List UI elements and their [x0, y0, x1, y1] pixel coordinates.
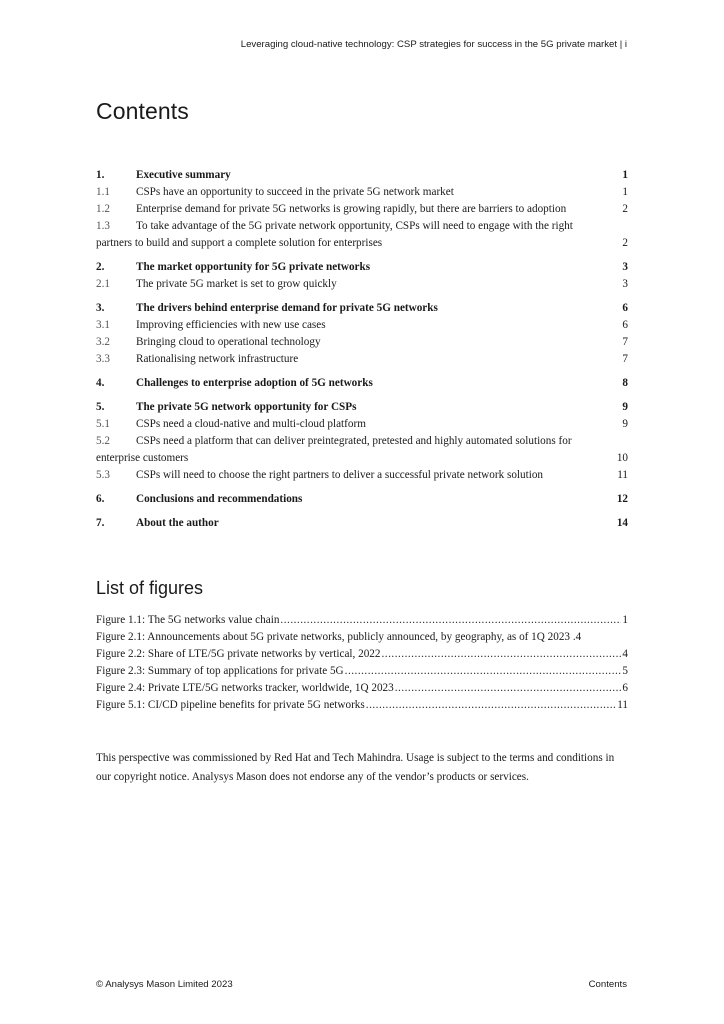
dot-leader: [280, 612, 621, 629]
figure-title: Figure 2.1: Announcements about 5G private networks, publicly announced, by geography, as of 1Q 2023 .: [96, 631, 576, 643]
toc-page: 6: [622, 302, 628, 314]
toc-entry-1-1[interactable]: [96, 184, 628, 201]
figure-entry-5-1[interactable]: [96, 697, 628, 714]
toc-title: Conclusions and recommendations: [136, 493, 303, 505]
toc-entry-7[interactable]: [96, 515, 628, 532]
page-title: Contents: [96, 98, 189, 124]
toc-number: 5.: [96, 401, 105, 413]
figure-page: 6: [622, 682, 628, 694]
footer-section: Contents: [588, 979, 627, 990]
toc-title: CSPs will need to choose the right partners to deliver a successful private network solution: [136, 469, 544, 481]
toc-title: Rationalising network infrastructure: [136, 353, 299, 365]
toc-title: Bringing cloud to operational technology: [136, 336, 321, 348]
toc-title: CSPs have an opportunity to succeed in the private 5G network market: [136, 186, 454, 198]
toc-number: 5.2: [96, 435, 110, 447]
toc-entry-6[interactable]: [96, 491, 628, 508]
toc-title: To take advantage of the 5G private network opportunity, CSPs will need to engage with the right: [136, 220, 573, 232]
toc-title: The drivers behind enterprise demand for private 5G networks: [136, 302, 438, 314]
figure-entry-1-1[interactable]: [96, 612, 628, 629]
toc-entry-3-3[interactable]: [96, 351, 628, 368]
figure-title: Figure 2.2: Share of LTE/5G private networks by vertical, 2022: [96, 648, 381, 660]
toc-title: CSPs need a cloud-native and multi-cloud platform: [136, 418, 366, 430]
figure-entry-2-1[interactable]: [96, 629, 628, 646]
toc-entry-1-2[interactable]: [96, 201, 628, 218]
dot-leader: [366, 697, 616, 714]
figure-title: Figure 1.1: The 5G networks value chain: [96, 614, 280, 626]
toc-title: The market opportunity for 5G private networks: [136, 261, 371, 273]
toc-entry-5-2[interactable]: [96, 433, 628, 467]
toc-page: 7: [622, 353, 628, 365]
toc-title: Challenges to enterprise adoption of 5G networks: [136, 377, 373, 389]
toc-entry-5-1[interactable]: [96, 416, 628, 433]
figure-title: Figure 2.3: Summary of top applications for private 5G: [96, 665, 344, 677]
toc-entry-2[interactable]: [96, 259, 628, 276]
toc-number: 1.2: [96, 203, 110, 215]
toc-number: 3.1: [96, 319, 110, 331]
toc-title: Improving efficiencies with new use cases: [136, 319, 326, 331]
dot-leader: [382, 646, 622, 663]
toc-number: 1.1: [96, 186, 110, 198]
figure-page: 4: [622, 648, 628, 660]
toc-entry-5-3[interactable]: [96, 467, 628, 484]
toc-page: 6: [622, 319, 628, 331]
toc-entry-3-1[interactable]: [96, 317, 628, 334]
toc-page: 3: [622, 278, 628, 290]
toc-entry-1[interactable]: [96, 167, 628, 184]
toc-entry-1-3[interactable]: [96, 218, 628, 252]
toc-title: The private 5G network opportunity for CSPs: [136, 401, 357, 413]
figure-entry-2-4[interactable]: [96, 680, 628, 697]
toc-page: 11: [617, 469, 628, 481]
toc-page: 2: [622, 237, 628, 249]
toc-number: 2.1: [96, 278, 110, 290]
toc-title: CSPs need a platform that can deliver preintegrated, pretested and highly automated solutions for: [136, 435, 572, 447]
toc-page: 9: [622, 418, 628, 430]
toc-title: Enterprise demand for private 5G networks is growing rapidly, but there are barriers to adoption: [136, 203, 567, 215]
list-of-figures-heading: List of figures: [96, 578, 204, 598]
toc-entry-2-1[interactable]: [96, 276, 628, 293]
dot-leader: [395, 680, 622, 697]
list-of-figures: [96, 612, 628, 714]
commission-note: This perspective was commissioned by Red Hat and Tech Mahindra. Usage is subject to the terms and conditions in our copyright notice. Analysys Mason does not endorse any of the vendor’s products or services.: [96, 752, 615, 783]
figure-title: Figure 2.4: Private LTE/5G networks tracker, worldwide, 1Q 2023: [96, 682, 394, 694]
figure-entry-2-2[interactable]: [96, 646, 628, 663]
toc-number: 5.1: [96, 418, 110, 430]
toc-number: 6.: [96, 493, 105, 505]
toc-number: 1.3: [96, 220, 110, 232]
toc-entry-3-2[interactable]: [96, 334, 628, 351]
toc-title: Executive summary: [136, 169, 231, 181]
figure-title: Figure 5.1: CI/CD pipeline benefits for private 5G networks: [96, 699, 365, 711]
figure-page: 5: [622, 665, 628, 677]
toc-page: 3: [622, 261, 628, 273]
toc-entry-3[interactable]: [96, 300, 628, 317]
toc-page: 9: [622, 401, 628, 413]
toc-title: The private 5G market is set to grow quickly: [136, 278, 337, 290]
toc-entry-4[interactable]: [96, 375, 628, 392]
toc-number: 3.2: [96, 336, 110, 348]
toc-number: 3.3: [96, 353, 110, 365]
toc-number: 5.3: [96, 469, 110, 481]
running-header: Leveraging cloud-native technology: CSP strategies for success in the 5G private market | i: [240, 39, 627, 50]
toc-number: 4.: [96, 377, 105, 389]
footer-copyright: © Analysys Mason Limited 2023: [96, 979, 233, 990]
toc-entry-5[interactable]: [96, 399, 628, 416]
dot-leader: [345, 663, 622, 680]
toc-number: 3.: [96, 302, 105, 314]
figure-page: 1: [622, 614, 628, 626]
toc-number: 7.: [96, 517, 105, 529]
figure-page: 11: [617, 699, 628, 711]
figure-entry-2-3[interactable]: [96, 663, 628, 680]
toc-page: 10: [616, 452, 628, 464]
toc-page: 7: [622, 336, 628, 348]
toc-page: 1: [622, 169, 628, 181]
toc-title: About the author: [136, 517, 219, 529]
toc-title-continued: partners to build and support a complete solution for enterprises: [96, 237, 383, 249]
toc-title-continued: enterprise customers: [96, 452, 189, 464]
toc-number: 2.: [96, 261, 105, 273]
toc-page: 1: [622, 186, 628, 198]
toc-page: 2: [622, 203, 628, 215]
table-of-contents: [96, 167, 628, 532]
toc-page: 14: [616, 517, 628, 529]
toc-number: 1.: [96, 169, 105, 181]
figure-page: 4: [575, 631, 582, 643]
toc-page: 8: [622, 377, 628, 389]
toc-page: 12: [616, 493, 628, 505]
